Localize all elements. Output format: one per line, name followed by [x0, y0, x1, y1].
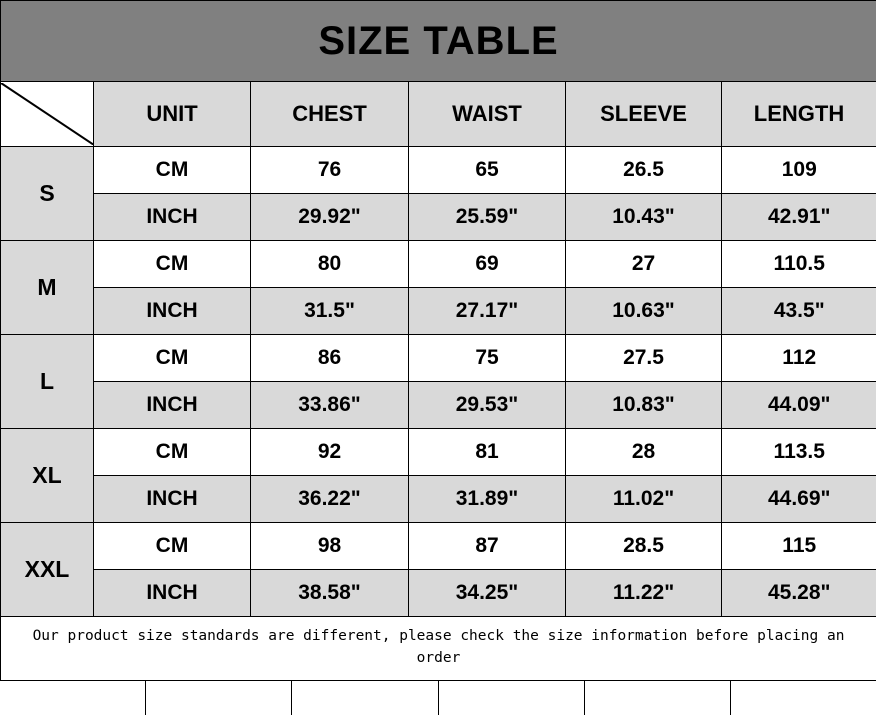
- tick-col-1: [0, 681, 146, 715]
- unit-cell: CM: [94, 147, 251, 194]
- value-chest: 29.92": [251, 194, 409, 241]
- table-row: [1, 335, 876, 382]
- table-row: [1, 429, 876, 476]
- value-sleeve: 10.83": [566, 382, 722, 429]
- value-chest: 31.5": [251, 288, 409, 335]
- header-row: [1, 82, 876, 147]
- diagonal-line-icon: [1, 83, 94, 145]
- tick-col-3: [292, 681, 438, 715]
- value-chest: 98: [251, 523, 409, 570]
- unit-cell: CM: [94, 241, 251, 288]
- value-waist: 34.25": [409, 570, 566, 617]
- value-chest: 33.86": [251, 382, 409, 429]
- value-waist: 87: [409, 523, 566, 570]
- value-waist: 75: [409, 335, 566, 382]
- value-length: 44.69": [722, 476, 876, 523]
- tick-col-5: [585, 681, 731, 715]
- value-sleeve: 27: [566, 241, 722, 288]
- value-sleeve: 27.5: [566, 335, 722, 382]
- unit-cell: INCH: [94, 476, 251, 523]
- value-chest: 80: [251, 241, 409, 288]
- size-label-l: L: [1, 335, 94, 429]
- column-header-sleeve: SLEEVE: [566, 82, 722, 147]
- unit-cell: CM: [94, 335, 251, 382]
- value-length: 44.09": [722, 382, 876, 429]
- table-row: [1, 476, 876, 523]
- bottom-column-ticks: [0, 681, 876, 715]
- value-length: 45.28": [722, 570, 876, 617]
- tick-col-4: [439, 681, 585, 715]
- unit-cell: INCH: [94, 570, 251, 617]
- table-bottom-edge: [0, 681, 876, 715]
- value-chest: 86: [251, 335, 409, 382]
- value-length: 43.5": [722, 288, 876, 335]
- table-row: [1, 194, 876, 241]
- unit-cell: INCH: [94, 194, 251, 241]
- table-row: [1, 570, 876, 617]
- size-label-s: S: [1, 147, 94, 241]
- unit-cell: CM: [94, 429, 251, 476]
- title-row: [1, 1, 876, 82]
- value-chest: 38.58": [251, 570, 409, 617]
- value-chest: 92: [251, 429, 409, 476]
- unit-cell: CM: [94, 523, 251, 570]
- value-waist: 27.17": [409, 288, 566, 335]
- page-title: SIZE TABLE: [1, 1, 876, 82]
- value-sleeve: 10.63": [566, 288, 722, 335]
- table-row: [1, 147, 876, 194]
- value-waist: 29.53": [409, 382, 566, 429]
- value-waist: 25.59": [409, 194, 566, 241]
- value-length: 112: [722, 335, 876, 382]
- size-label-xxl: XXL: [1, 523, 94, 617]
- value-length: 110.5: [722, 241, 876, 288]
- value-waist: 81: [409, 429, 566, 476]
- table-row: [1, 382, 876, 429]
- table-row: [1, 523, 876, 570]
- value-chest: 76: [251, 147, 409, 194]
- size-label-m: M: [1, 241, 94, 335]
- unit-cell: INCH: [94, 382, 251, 429]
- size-disclaimer-note: Our product size standards are different, please check the size information before placing an order: [1, 617, 876, 681]
- column-header-waist: WAIST: [409, 82, 566, 147]
- column-header-length: LENGTH: [722, 82, 876, 147]
- value-sleeve: 11.22": [566, 570, 722, 617]
- value-sleeve: 26.5: [566, 147, 722, 194]
- value-waist: 31.89": [409, 476, 566, 523]
- value-length: 113.5: [722, 429, 876, 476]
- table-row: [1, 241, 876, 288]
- value-length: 115: [722, 523, 876, 570]
- size-label-xl: XL: [1, 429, 94, 523]
- value-sleeve: 28: [566, 429, 722, 476]
- value-sleeve: 28.5: [566, 523, 722, 570]
- value-sleeve: 11.02": [566, 476, 722, 523]
- value-sleeve: 10.43": [566, 194, 722, 241]
- value-length: 109: [722, 147, 876, 194]
- tick-col-6: [731, 681, 876, 715]
- unit-cell: INCH: [94, 288, 251, 335]
- tick-col-2: [146, 681, 292, 715]
- note-row: [1, 617, 876, 681]
- value-waist: 65: [409, 147, 566, 194]
- table-row: [1, 288, 876, 335]
- value-chest: 36.22": [251, 476, 409, 523]
- corner-diagonal-cell: [1, 82, 94, 147]
- column-header-unit: UNIT: [94, 82, 251, 147]
- value-length: 42.91": [722, 194, 876, 241]
- value-waist: 69: [409, 241, 566, 288]
- column-header-chest: CHEST: [251, 82, 409, 147]
